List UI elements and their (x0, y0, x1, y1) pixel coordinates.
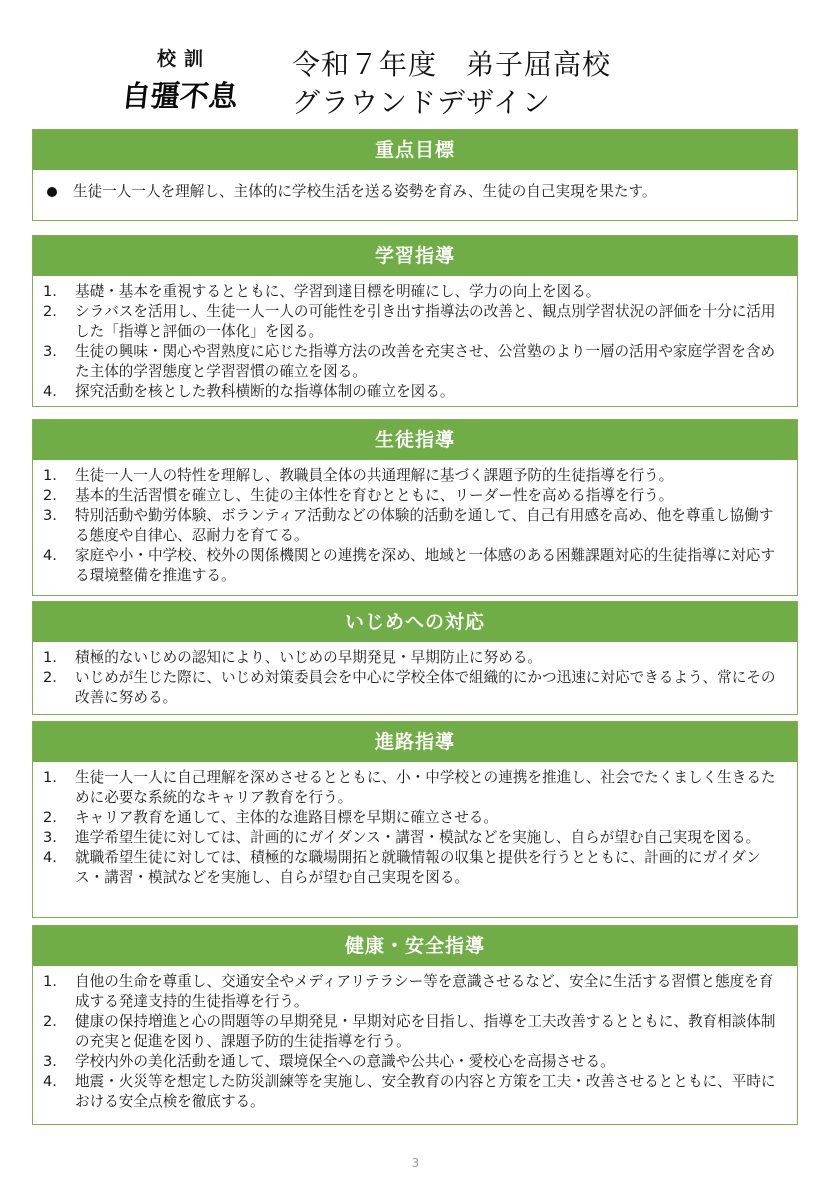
section-title: 学習指導 (33, 236, 797, 276)
list-item: 2. 基本的生活習慣を確立し、生徒の主体性を育むとともに、リーダー性を高める指導を行う。 (43, 487, 674, 504)
section-key-goal (32, 129, 798, 221)
title-grand-design: グラウンドデザイン (292, 86, 552, 119)
list-item: 4. 探究活動を核とした教科横断的な指導体制の確立を図る。 (43, 383, 455, 400)
list-item: 2. 健康の保持増進と心の問題等の早期発見・早期対応を目指し、指導を工夫改善するとともに、教育相談体制の充実と促進を図り、課題予防的生徒指導を行う。 (43, 1013, 776, 1050)
section-health-safety (32, 925, 798, 1125)
section-career-guidance (32, 721, 798, 918)
list-item: 4. 地震・火災等を想定した防災訓練等を実施し、安全教育の内容と方策を工夫・改善させるとともに、平時における安全点検を徹底する。 (43, 1073, 776, 1110)
list-item: 1. 生徒一人一人に自己理解を深めさせるとともに、小・中学校との連携を推進し、社会でたくましく生きるために必要な系統的なキャリア教育を行う。 (43, 769, 776, 806)
bullet-icon (47, 187, 57, 197)
section-title: 生徒指導 (33, 420, 797, 460)
page-number: 3 (411, 1156, 420, 1170)
section-title: いじめへの対応 (33, 602, 797, 642)
list-item: 4. 就職希望生徒に対しては、積極的な職場開拓と就職情報の収集と提供を行うとともに、計画的にガイダンス・講習・模試などを実施し、自らが望む自己実現を図る。 (43, 849, 761, 886)
list-item: 3. 進学希望生徒に対しては、計画的にガイダンス・講習・模試などを実施し、自らが望む自己実現を図る。 (43, 829, 761, 846)
list-item: 3. 生徒の興味・関心や習熟度に応じた指導方法の改善を充実させ、公営塾のより一層の活用や家庭学習を含めた主体的学習態度と学習習慣の確立を図る。 (43, 343, 776, 380)
page-header (100, 42, 720, 122)
list-item: 2. いじめが生じた際に、いじめ対策委員会を中心に学校全体で組織的にかつ迅速に対応できるよう、常にその改善に努める。 (43, 669, 776, 706)
list-item: 3. 特別活動や勤労体験、ボランティア活動などの体験的活動を通して、自己有用感を高め、他を尊重し協働する態度や自律心、忍耐力を育てる。 (43, 507, 774, 544)
page-title (292, 46, 611, 122)
section-title: 健康・安全指導 (33, 926, 797, 966)
list-item: 2. キャリア教育を通して、主体的な進路目標を早期に確立させる。 (43, 809, 498, 826)
list-item: 1. 自他の生命を尊重し、交通安全やメディアリテラシー等を意識させるなど、安全に生活する習慣と態度を育成する発達支持的生徒指導を行う。 (43, 973, 774, 1010)
list-item: 1. 生徒一人一人の特性を理解し、教職員全体の共通理解に基づく課題予防的生徒指導を行う。 (43, 467, 674, 484)
section-bullying-response (32, 601, 798, 715)
section-learning-guidance (32, 235, 798, 407)
motto-label: 校訓 (156, 48, 211, 70)
list-item: 1. 基礎・基本を重視するとともに、学習到達目標を明確にし、学力の向上を図る。 (43, 283, 601, 300)
list-item: 2. シラバスを活用し、生徒一人一人の可能性を引き出す指導法の改善と、観点別学習状況の評価を十分に活用した「指導と評価の一体化」を図る。 (43, 303, 776, 340)
title-year-school: 令和７年度 弟子屈高校 (292, 48, 612, 81)
list-item: 3. 学校内外の美化活動を通して、環境保全への意識や公共心・愛校心を高揚させる。 (43, 1053, 615, 1070)
list-item: 4. 家庭や小・中学校、校外の関係機関との連携を深め、地域と一体感のある困難課題対応的生徒指導に対応する環境整備を推進する。 (43, 547, 775, 584)
section-student-guidance (32, 419, 798, 596)
motto-calligraphy: 自彊不息 (120, 79, 240, 113)
list-item: 1. 積極的ないじめの認知により、いじめの早期発見・早期防止に努める。 (43, 649, 543, 666)
section-title: 進路指導 (33, 722, 797, 762)
school-motto (100, 42, 260, 118)
section-title: 重点目標 (33, 130, 797, 170)
list-item: 生徒一人一人を理解し、主体的に学校生活を送る姿勢を育み、生徒の自己実現を果たす。 (43, 182, 783, 202)
